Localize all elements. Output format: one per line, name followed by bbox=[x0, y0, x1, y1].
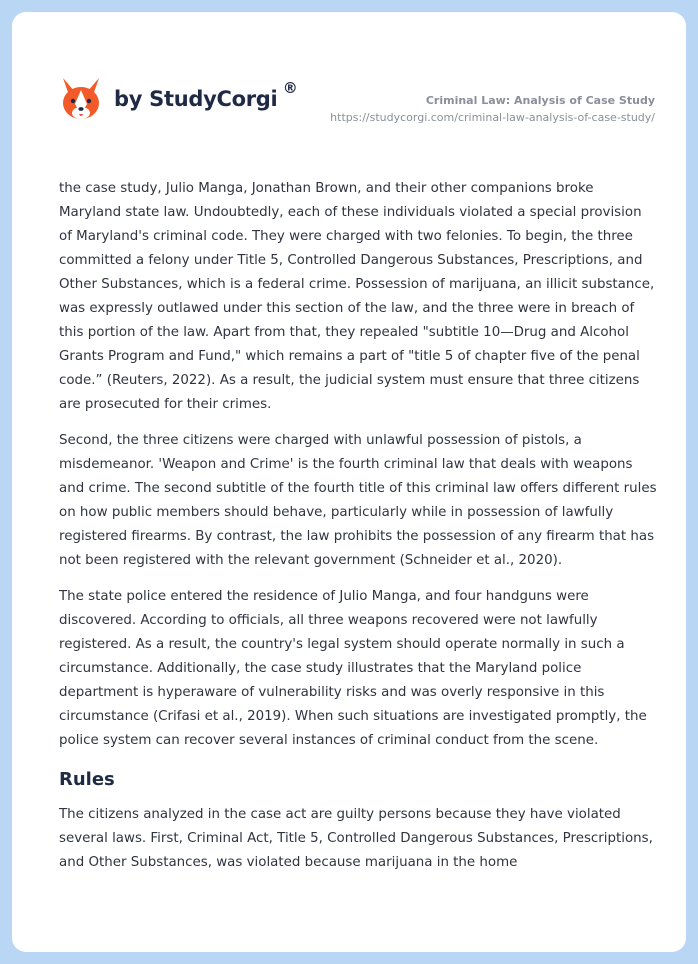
section-heading-rules: Rules bbox=[59, 769, 115, 790]
body-paragraph: Second, the three citizens were charged with unlawful possession of pistols, a misdemeanor. 'Weapon and Crime' is the fourth criminal law that deals with weapons and crime. The second subtitle of the fourth title of this criminal law offers different rules on how public members should behave, particularly while in possession of lawfully registered firearms. By contrast, the law prohibits the possession of any firearm that has not been registered with the relevant government (Schneider et al., 2020). bbox=[59, 433, 657, 568]
body-paragraph: The citizens analyzed in the case act are guilty persons because they have violated several laws. First, Criminal Act, Title 5, Controlled Dangerous Substances, Prescriptions, and Other Substances, was violated because marijuana in the home bbox=[59, 807, 653, 870]
brand-name: by StudyCorgi ® bbox=[114, 79, 298, 111]
document-body bbox=[59, 177, 657, 887]
studycorgi-logo[interactable] bbox=[60, 76, 298, 122]
document-meta bbox=[330, 93, 655, 126]
corgi-head-icon bbox=[60, 76, 102, 122]
page-header bbox=[12, 12, 686, 162]
registered-mark: ® bbox=[282, 79, 298, 97]
document-url[interactable]: https://studycorgi.com/criminal-law-analysis-of-case-study/ bbox=[330, 111, 655, 124]
document-page bbox=[12, 12, 686, 952]
body-paragraph: The state police entered the residence of Julio Manga, and four handguns were discovered. According to officials, all three weapons recovered were not lawfully registered. As a result, the country's legal system should operate normally in such a circumstance. Additionally, the case study illustrates that the Maryland police department is hyperaware of vulnerability risks and was overly responsive in this circumstance (Crifasi et al., 2019). When such situations are investigated promptly, the police system can recover several instances of criminal conduct from the scene. bbox=[59, 589, 647, 748]
document-title: Criminal Law: Analysis of Case Study bbox=[425, 94, 655, 107]
body-paragraph: the case study, Julio Manga, Jonathan Brown, and their other companions broke Maryland state law. Undoubtedly, each of these individuals violated a special provision of Maryland's criminal code. They were charged with two felonies. To begin, the three committed a felony under Title 5, Controlled Dangerous Substances, Prescriptions, and Other Substances, which is a federal crime. Possession of marijuana, an illicit substance, was expressly outlawed under this section of the law, and the three were in breach of this portion of the law. Apart from that, they repealed "subtitle 10—Drug and Alcohol Grants Program and Fund," which remains a part of "title 5 of chapter five of the penal code.” (Reuters, 2022). As a result, the judicial system must ensure that three citizens are prosecuted for their crimes. bbox=[59, 181, 655, 412]
